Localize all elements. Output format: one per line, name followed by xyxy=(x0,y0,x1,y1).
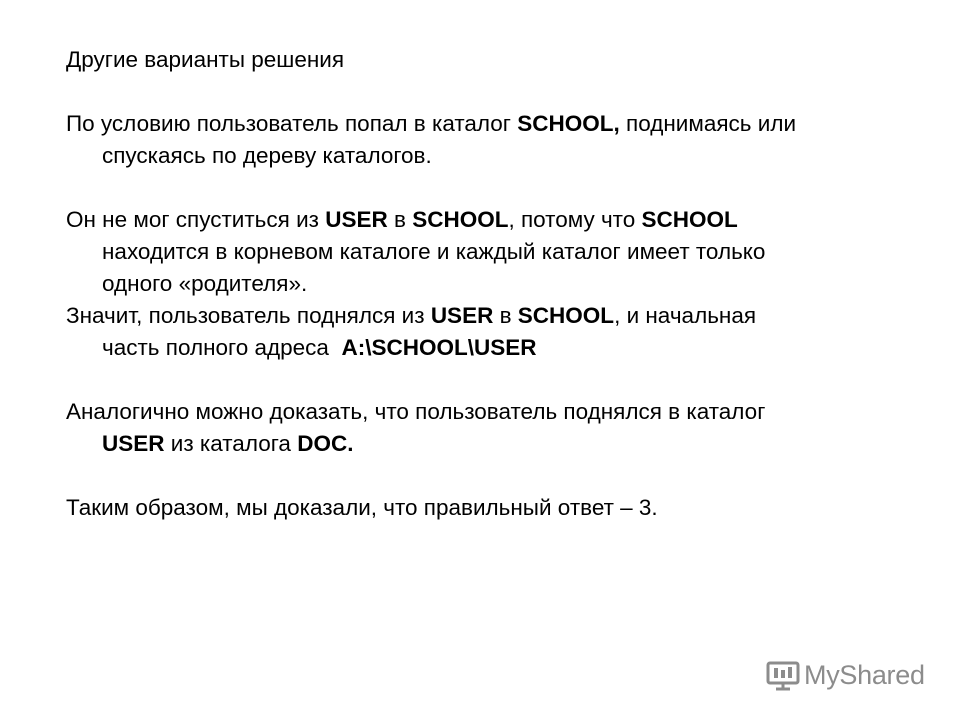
bold-run: USER xyxy=(430,303,494,328)
bold-run: USER xyxy=(325,207,388,232)
text-run: в xyxy=(493,303,518,328)
paragraph-condition xyxy=(66,108,946,172)
text-run: в xyxy=(387,207,413,232)
slide-content xyxy=(66,44,946,524)
paragraph-analogously xyxy=(66,396,946,460)
bold-run: SCHOOL, xyxy=(517,111,620,136)
spacer xyxy=(66,460,946,492)
spacer xyxy=(66,364,946,396)
bold-run: SCHOOL xyxy=(412,207,509,232)
text-run: , потому что xyxy=(508,207,642,232)
text-run: часть полного адреса xyxy=(102,335,342,360)
text-run: спускаясь по дереву каталогов. xyxy=(102,143,432,168)
spacer xyxy=(66,172,946,204)
spacer xyxy=(66,76,946,108)
slide-title: Другие варианты решения xyxy=(66,47,345,72)
watermark xyxy=(766,655,925,695)
presentation-board-icon xyxy=(766,658,800,692)
text-run: поднимаясь или xyxy=(619,111,797,136)
bold-run-path: A:\SCHOOL\USER xyxy=(341,335,537,360)
text-run: Аналогично можно доказать, что пользователь поднялся в каталог xyxy=(66,399,766,424)
bold-run: USER xyxy=(102,431,165,456)
paragraph-therefore xyxy=(66,300,946,364)
bold-run: SCHOOL xyxy=(641,207,738,232)
paragraph-conclusion: Таким образом, мы доказали, что правильный ответ – 3. xyxy=(66,495,658,520)
watermark-text: MyShared xyxy=(804,659,925,690)
text-run: из каталога xyxy=(164,431,298,456)
text-run: находится в корневом каталоге и каждый каталог имеет только xyxy=(102,239,766,264)
text-run: Он не мог спуститься из xyxy=(66,207,326,232)
text-run: одного «родителя». xyxy=(102,271,308,296)
bold-run: SCHOOL xyxy=(517,303,615,328)
text-run: , и начальная xyxy=(614,303,757,328)
bold-run: DOC. xyxy=(297,431,354,456)
paragraph-cannot-descend xyxy=(66,204,946,300)
text-run: Значит, пользователь поднялся из xyxy=(66,303,431,328)
text-run: По условию пользователь попал в каталог xyxy=(66,111,518,136)
